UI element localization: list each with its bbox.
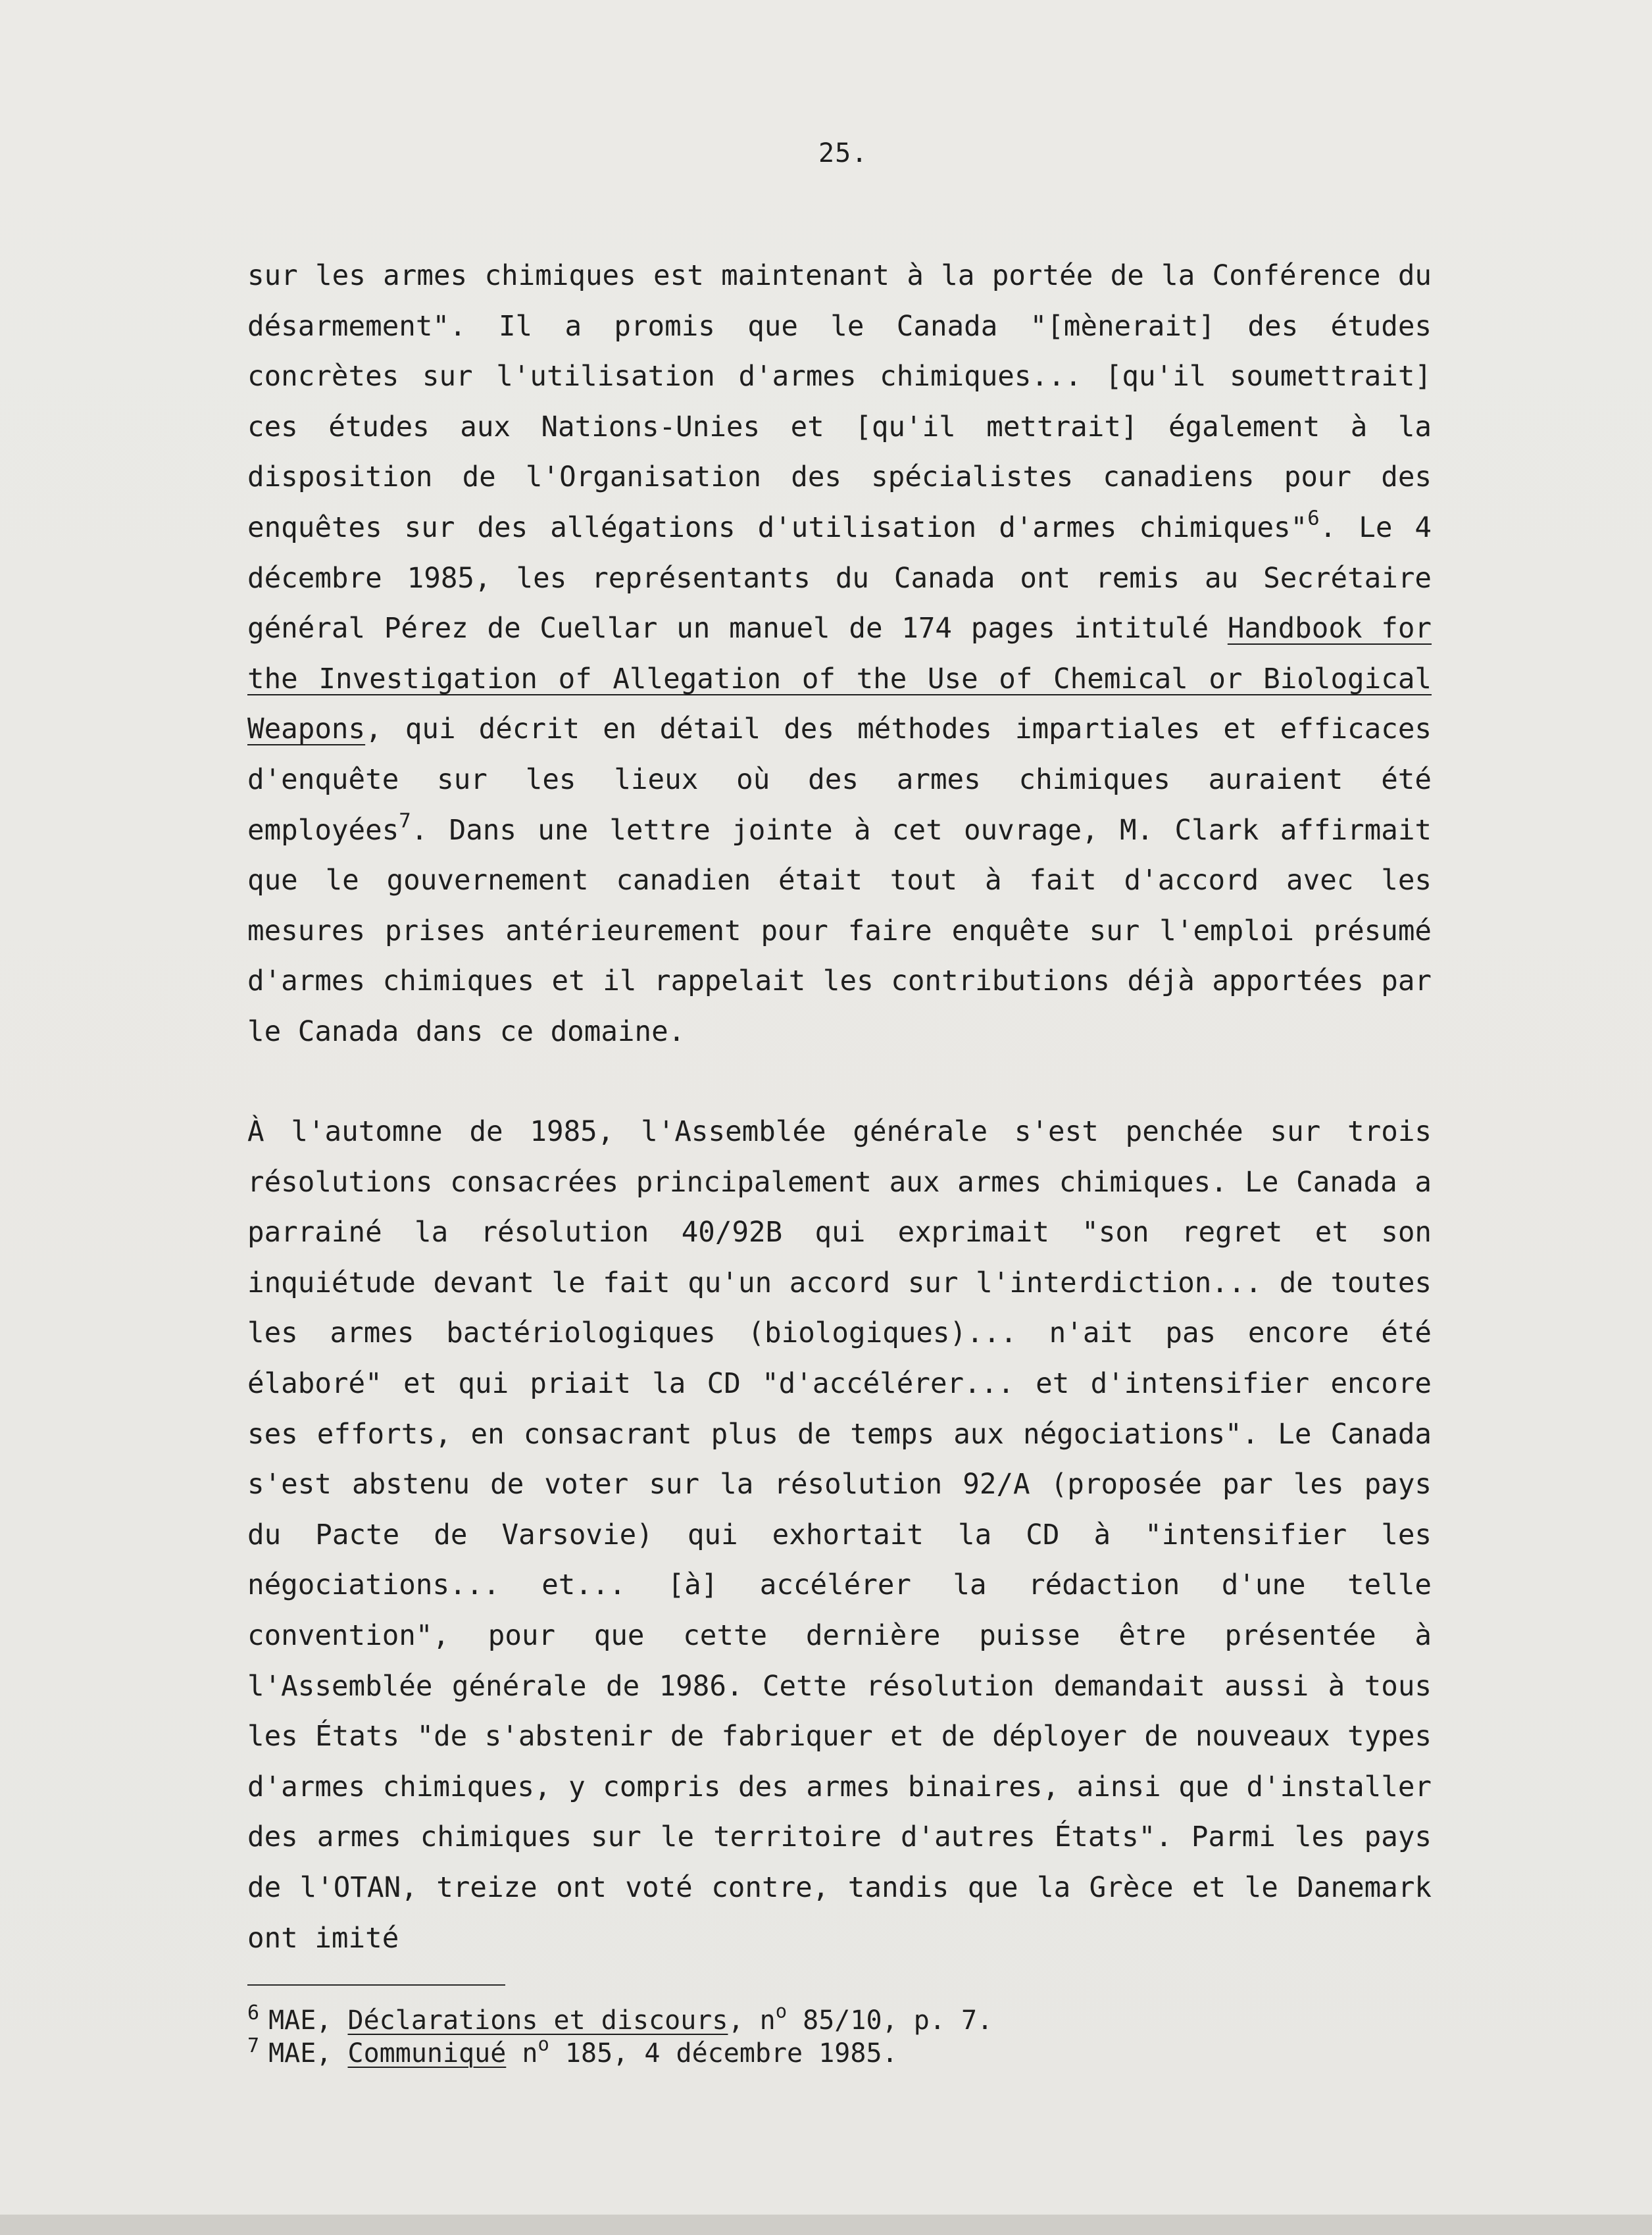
footnote-number-sign: o	[538, 2032, 549, 2055]
paragraph-1-text-d: . Dans une lettre jointe à cet ouvrage, M. Clark affirmait que le gouvernement canadien était tout à fait d'accord avec les mesures prises antérieurement pour faire enquête sur l'emploi présumé d'armes chimiques et il rappelait les contributions déjà apportées par le Canada dans ce domaine.	[247, 814, 1432, 1048]
footnote-title: Communiqué	[347, 2038, 507, 2069]
page-bottom-edge	[0, 2215, 1652, 2235]
footnote-reference: 185, 4 décembre 1985.	[549, 2038, 898, 2069]
footnote-ref-7: 7	[399, 809, 411, 833]
footnote-ref-6: 6	[1307, 507, 1320, 530]
footnote-source: MAE,	[268, 2038, 348, 2069]
paragraph-1-text-b: . Le 4 décembre 1985, les représentants du Canada ont remis au Secrétaire général Pérez de Cuellar un manuel de 174 pages intitulé	[247, 511, 1432, 645]
paragraph-1-text-a: sur les armes chimiques est maintenant à la portée de la Conférence du désarmement". Il a promis que le Canada "[mènerait] des études concrètes sur l'utilisation d'armes chimiques... [qu'il soumettrait] ces études aux Nations-Unies et [qu'il mettrait] également à la disposition de l'Organisation des spécialistes canadiens pour des enquêtes sur des allégations d'utilisation d'armes chimiques"	[247, 260, 1432, 544]
footnote-7	[247, 2030, 898, 2069]
page-number: 25.	[818, 138, 868, 168]
footnote-source: MAE,	[268, 2005, 348, 2036]
footnote-text: n	[506, 2038, 538, 2069]
paragraph-2: À l'automne de 1985, l'Assemblée générale s'est penchée sur trois résolutions consacrées principalement aux armes chimiques. Le Canada a parrainé la résolution 40/92B qui exprimait "son regret et son inquiétude devant le fait qu'un accord sur l'interdiction... de toutes les armes bactériologiques (biologiques)... n'ait pas encore été élaboré" et qui priait la CD "d'accélérer... et d'intensifier encore ses efforts, en consacrant plus de temps aux négociations". Le Canada s'est abstenu de voter sur la résolution 92/A (proposée par les pays du Pacte de Varsovie) qui exhortait la CD à "intensifier les négociations... et... [à] accélérer la rédaction d'une telle convention", pour que cette dernière puisse être présentée à l'Assemblée générale de 1986. Cette résolution demandait aussi à tous les États "de s'abstenir de fabriquer et de déployer de nouveaux types d'armes chimiques, y compris des armes binaires, ainsi que d'installer des armes chimiques sur le territoire d'autres États". Parmi les pays de l'OTAN, treize ont voté contre, tandis que la Grèce et le Danemark ont imité	[247, 1116, 1432, 1955]
handbook-title: Handbook for the Investigation of Allegation of the Use of Chemical or Biological Weapons	[247, 613, 1432, 746]
footnote-number: 6	[247, 2001, 260, 2024]
paragraph-1	[247, 251, 1432, 1058]
footnote-title: Déclarations et discours	[347, 2005, 728, 2036]
footnote-text: , n	[728, 2005, 776, 2036]
footnote-divider	[247, 1984, 505, 1986]
footnote-number: 7	[247, 2034, 260, 2057]
footnote-number-sign: o	[775, 1999, 788, 2022]
paragraph-1-text-c: , qui décrit en détail des méthodes impartiales et efficaces d'enquête sur les lieux où des armes chimiques auraient été employées	[247, 713, 1432, 847]
footnote-reference: 85/10, p. 7.	[787, 2005, 993, 2036]
